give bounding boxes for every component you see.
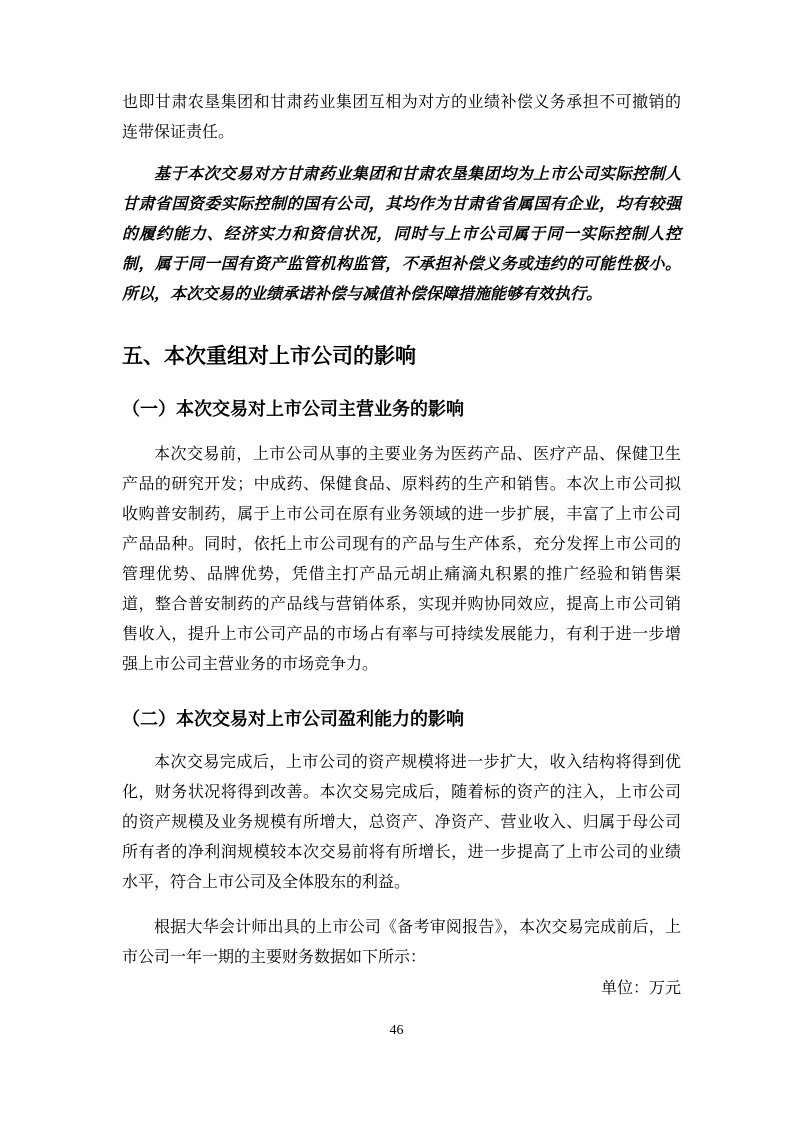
section-5-1-heading: （一）本次交易对上市公司主营业务的影响 — [122, 399, 464, 419]
paragraph-proforma-report: 根据大华会计师出具的上市公司《备考审阅报告》，本次交易完成前后，上市公司一年一期的主要财务数据如下所示： — [122, 919, 681, 966]
paragraph-guarantee-basis: 基于本次交易对方甘肃药业集团和甘肃农垦集团均为上市公司实际控制人甘肃省国资委实际控制的国有公司，其均作为甘肃省省属国有企业，均有较强的履约能力、经济实力和资信状况，同时与上市公司属于同一实际控制人控制，属于同一国有资产监管机构监管，不承担补偿义务或违约的可能性极小。所以，本次交易的业绩承诺补偿与减值补偿保障措施能够有效执行。 — [122, 166, 681, 303]
paragraph-guarantee-continuation: 也即甘肃农垦集团和甘肃药业集团互相为对方的业绩补偿义务承担不可撤销的连带保证责任。 — [122, 94, 681, 141]
section-5-2-heading: （二）本次交易对上市公司盈利能力的影响 — [122, 709, 464, 729]
unit-note: 单位：万元 — [600, 980, 681, 997]
paragraph-main-business-impact: 本次交易前，上市公司从事的主要业务为医药产品、医疗产品、保健卫生产品的研究开发；中成药、保健食品、原料药的生产和销售。本次上市公司拟收购普安制药，属于上市公司在原有业务领域的进一步扩展，丰富了上市公司产品品种。同时，依托上市公司现有的产品与生产体系，充分发挥上市公司的管理优势、品牌优势，凭借主打产品元胡止痛滴丸积累的推广经验和销售渠道，整合普安制药的产品线与营销体系，实现并购协同效应，提高上市公司销售收入，提升上市公司产品的市场占有率与可持续发展能力，有利于进一步增强上市公司主营业务的市场竞争力。 — [122, 446, 681, 673]
section-5-heading: 五、本次重组对上市公司的影响 — [122, 345, 416, 368]
paragraph-profitability-impact: 本次交易完成后，上市公司的资产规模将进一步扩大，收入结构将得到优化，财务状况将得到改善。本次交易完成后，随着标的资产的注入，上市公司的资产规模及业务规模有所增大，总资产、净资产、营业收入、归属于母公司所有者的净利润规模较本次交易前将有所增长，进一步提高了上市公司的业绩水平，符合上市公司及全体股东的利益。 — [122, 754, 681, 891]
page-number: 46 — [389, 1023, 404, 1038]
